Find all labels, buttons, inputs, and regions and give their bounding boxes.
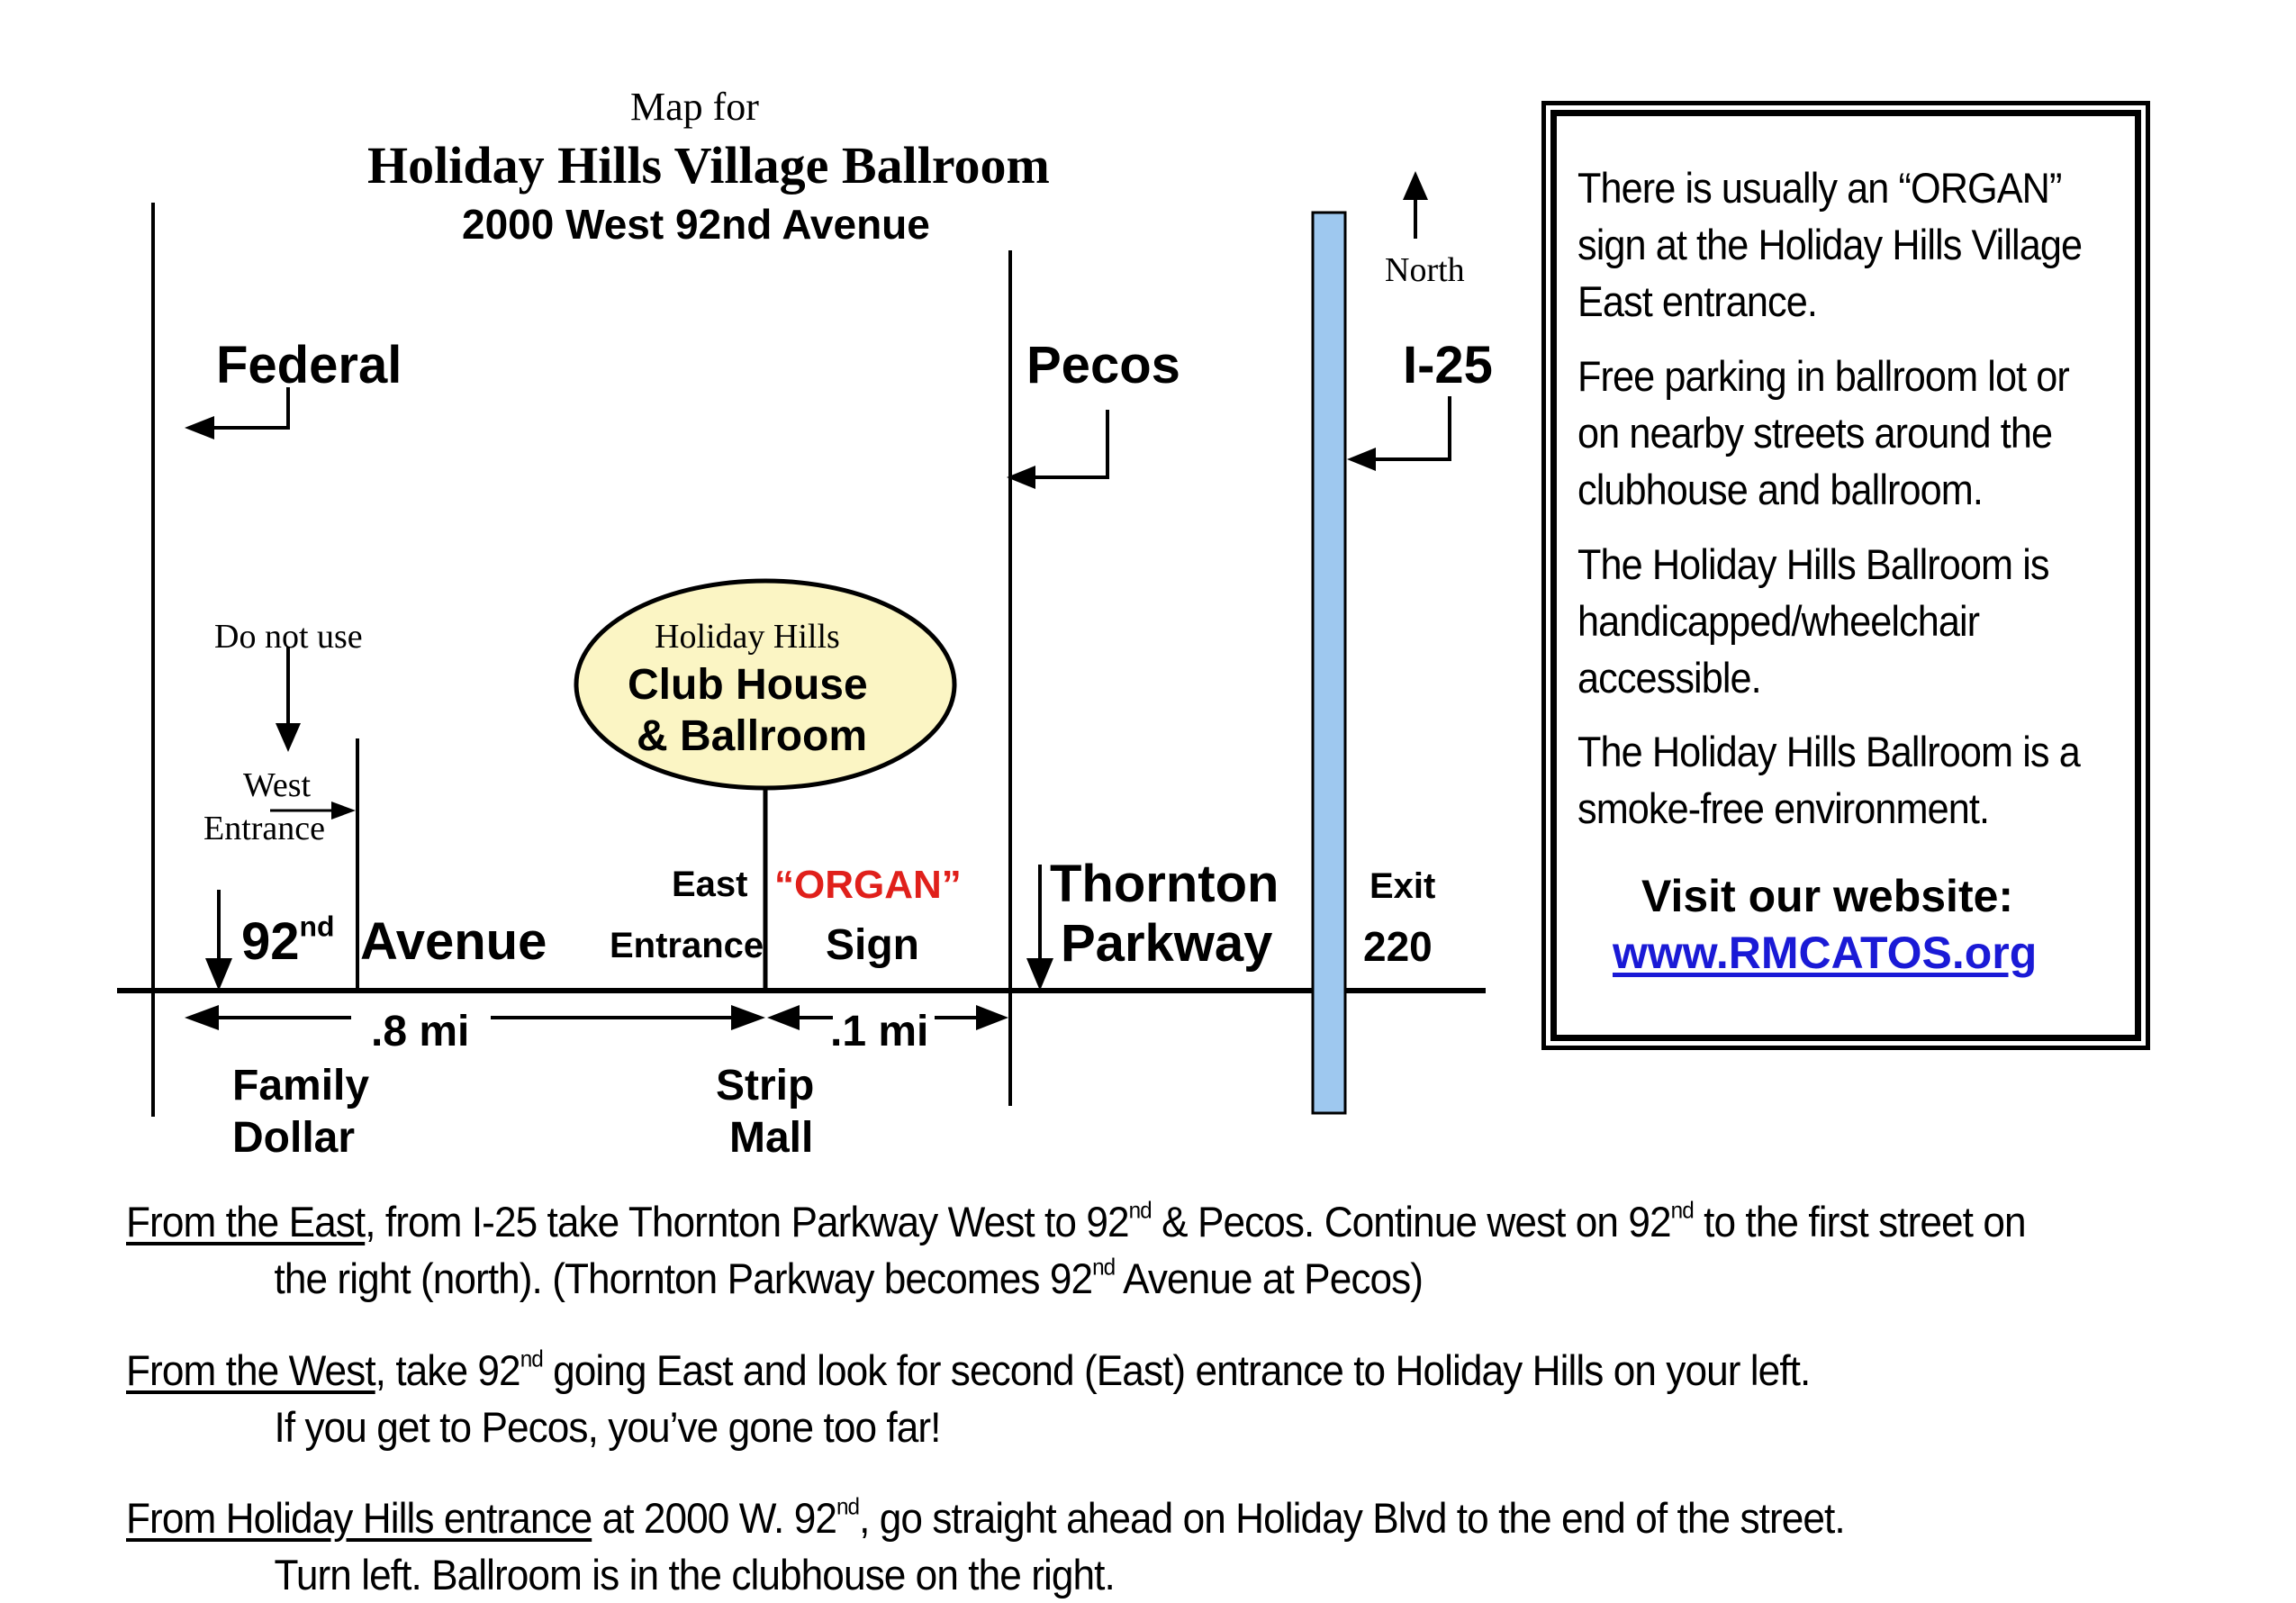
clubhouse-label-3: & Ballroom: [637, 712, 868, 760]
pecos-arrow: [1017, 410, 1107, 477]
federal-label: Federal: [216, 336, 402, 394]
family-dollar-label-1: Family: [232, 1062, 370, 1109]
from-west-text-1: , take 92: [375, 1346, 520, 1394]
west-entrance-arrowhead: [331, 802, 356, 820]
title-line2: Holiday Hills Village Ballroom: [367, 136, 1050, 195]
from-west-heading: From the West: [126, 1346, 375, 1394]
east-entrance-label-1: East: [672, 865, 748, 904]
thornton-down-arrowhead: [1026, 958, 1053, 991]
sign-label: Sign: [826, 921, 919, 969]
north-label: North: [1385, 251, 1465, 289]
exit-label-1: Exit: [1369, 866, 1436, 906]
family-dollar-label-2: Dollar: [232, 1114, 356, 1162]
organ-label: “ORGAN”: [774, 863, 962, 907]
distance-8-label: .8 mi: [371, 1008, 470, 1055]
clubhouse-label-1: Holiday Hills: [655, 618, 840, 656]
do-not-use-arrowhead: [276, 723, 301, 752]
from-east-text-5: Avenue at Pecos): [1115, 1254, 1424, 1302]
thornton-label-1: Thornton: [1050, 855, 1279, 913]
distance-1-label: .1 mi: [830, 1008, 929, 1055]
info-smoke-free-note: The Holiday Hills Ballroom is a smoke-free environment.: [1577, 728, 2080, 832]
from-east-sup-2: nd: [1670, 1198, 1694, 1224]
from-hh-sup-1: nd: [836, 1494, 860, 1520]
info-parking-note: Free parking in ballroom lot or on nearby streets around the clubhouse and ballroom.: [1577, 352, 2069, 513]
clubhouse-label-2: Club House: [628, 661, 868, 709]
strip-mall-label-2: Mall: [729, 1114, 814, 1162]
from-east-text-1: , from I-25 take Thornton Parkway West to 92: [365, 1198, 1129, 1245]
directions-from-holiday-hills: [126, 1490, 1845, 1546]
dist-1-arrow-right: [976, 1005, 1008, 1030]
north-arrowhead: [1403, 171, 1428, 200]
i25-highway: [1313, 213, 1345, 1113]
directions-from-east-line2: [126, 1250, 1423, 1307]
directions-from-east: [126, 1193, 2026, 1250]
pecos-label: Pecos: [1026, 336, 1180, 394]
from-west-sup-1: nd: [520, 1346, 543, 1372]
info-organ-note: There is usually an “ORGAN” sign at the Holiday Hills Village East entrance.: [1577, 164, 2083, 325]
strip-mall-label-1: Strip: [716, 1062, 815, 1109]
avenue-word-label: Avenue: [360, 912, 547, 971]
from-east-sup-1: nd: [1128, 1198, 1152, 1224]
i25-arrow: [1355, 396, 1450, 459]
92nd-avenue-label: [241, 911, 334, 972]
from-hh-text-1: at 2000 W. 92: [592, 1494, 836, 1542]
from-east-text-3: to the first street on: [1693, 1198, 2026, 1245]
title-line3: 2000 West 92nd Avenue: [462, 201, 930, 248]
from-east-text-2: & Pecos. Continue west on 92: [1151, 1198, 1671, 1245]
thornton-label-2: Parkway: [1061, 914, 1273, 973]
from-east-heading: From the East: [126, 1198, 366, 1245]
directions-from-west: [126, 1342, 1810, 1399]
i25-arrowhead: [1347, 448, 1376, 471]
from-west-text-2: going East and look for second (East) entrance to Holiday Hills on your left.: [542, 1346, 1811, 1394]
federal-arrowhead: [185, 416, 214, 439]
do-not-use-label: Do not use: [214, 618, 363, 656]
from-hh-text-2: , go straight ahead on Holiday Blvd to the end of the street.: [859, 1494, 1845, 1542]
92nd-avenue-number: 92: [241, 912, 300, 971]
west-entrance-label-1: West: [243, 766, 312, 804]
visit-website-label: Visit our website:: [1641, 871, 2014, 921]
info-accessible-note: The Holiday Hills Ballroom is handicapped/wheelchair accessible.: [1577, 540, 2049, 702]
directions-from-holiday-hills-line2: Turn left. Ballroom is in the clubhouse on the right.: [274, 1551, 1115, 1598]
92nd-down-arrowhead: [205, 958, 232, 991]
directions-from-west-line2: If you get to Pecos, you’ve gone too far!: [274, 1403, 941, 1451]
website-link[interactable]: www.RMCATOS.org: [1613, 928, 2038, 978]
east-entrance-label-2: Entrance: [610, 926, 764, 965]
92nd-avenue-suffix: nd: [299, 910, 335, 943]
i25-label: I-25: [1403, 336, 1493, 394]
from-east-text-4: the right (north). (Thornton Parkway becomes 92: [274, 1254, 1093, 1302]
dist-8-arrow-right: [731, 1005, 765, 1030]
exit-label-2: 220: [1363, 923, 1433, 970]
dist-8-arrow-left: [185, 1005, 219, 1030]
title-line1: Map for: [630, 85, 759, 129]
from-east-sup-3: nd: [1092, 1254, 1116, 1281]
from-hh-heading: From Holiday Hills entrance: [126, 1494, 592, 1542]
west-entrance-label-2: Entrance: [203, 810, 326, 847]
